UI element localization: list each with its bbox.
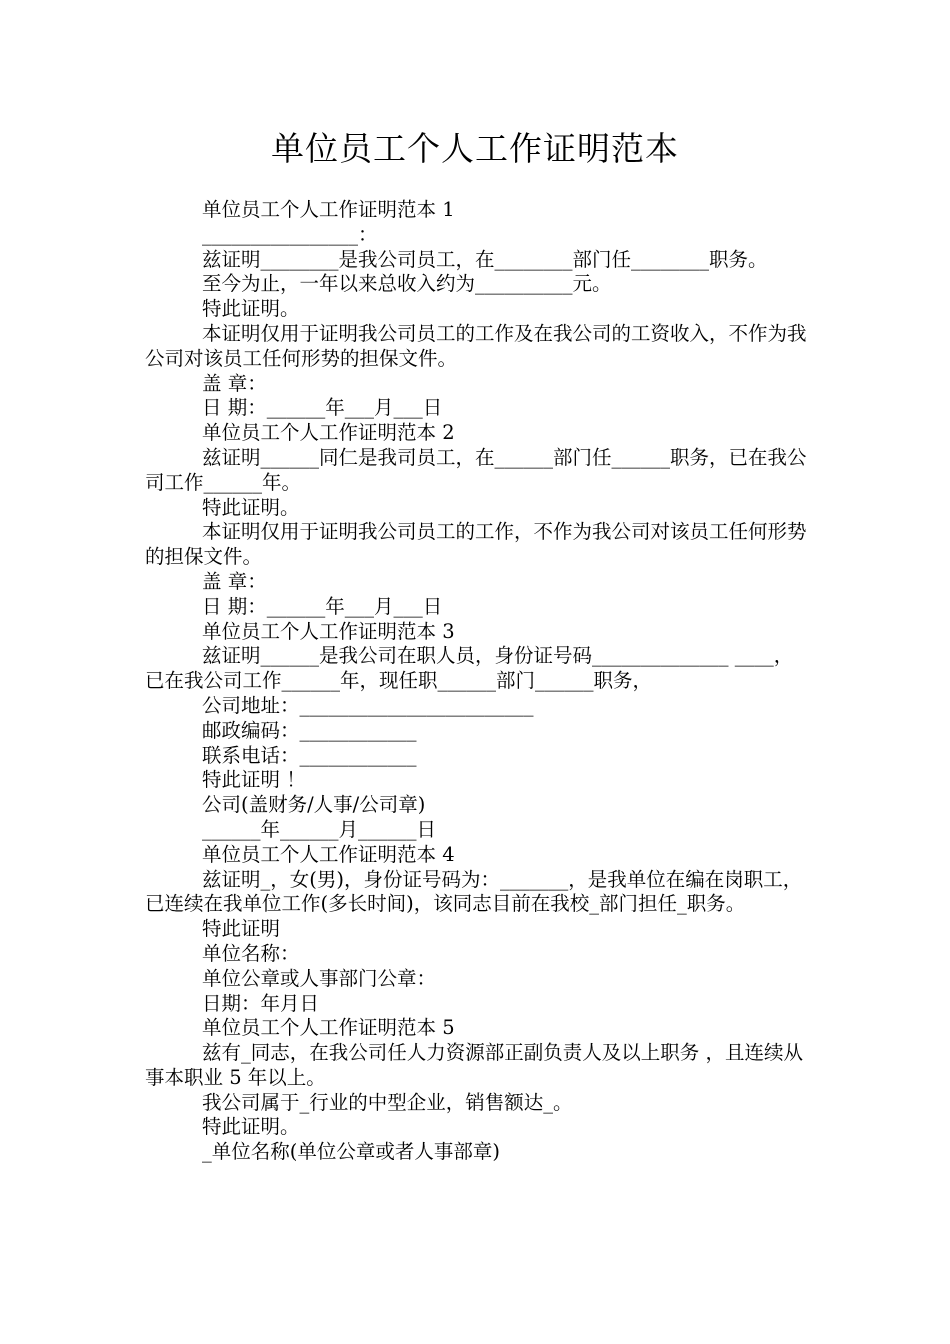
paragraph: 特此证明 ！ — [202, 768, 306, 792]
paragraph: ________________： — [202, 222, 378, 246]
paragraph: 单位员工个人工作证明范本 1 — [202, 198, 455, 221]
paragraph: 特此证明。 — [202, 1115, 300, 1139]
paragraph: 日 期：______年___月___日 — [202, 396, 443, 420]
document-body — [145, 198, 810, 1165]
paragraph: 至今为止，一年以来总收入约为__________元。 — [202, 272, 612, 296]
paragraph: 邮政编码：____________ — [202, 718, 417, 742]
paragraph: 本证明仅用于证明我公司员工的工作及在我公司的工资收入，不作为我公司对该员工任何形势的担保文件。 — [145, 321, 807, 370]
paragraph: 单位员工个人工作证明范本 4 — [202, 842, 455, 866]
document-title: 单位员工个人工作证明范本 — [271, 129, 679, 168]
paragraph: 我公司属于_行业的中型企业，销售额达_。 — [202, 1090, 573, 1114]
paragraph: 盖 章： — [202, 569, 267, 593]
paragraph: ______年______月______日 — [202, 817, 437, 841]
paragraph: 本证明仅用于证明我公司员工的工作，不作为我公司对该员工任何形势的担保文件。 — [145, 520, 807, 569]
paragraph: _单位名称(单位公章或者人事部章) — [202, 1140, 500, 1164]
paragraph: 公司(盖财务/人事/公司章) — [202, 793, 426, 817]
paragraph: 单位名称： — [202, 941, 300, 965]
paragraph: 单位公章或人事部门公章： — [202, 966, 437, 990]
paragraph: 兹有_同志，在我公司任人力资源部正副负责人及以上职务 ，且连续从事本职业 5 年以上。 — [145, 1041, 803, 1089]
paragraph: 日 期：______年___月___日 — [202, 594, 443, 618]
paragraph: 兹证明______同仁是我司员工，在______部门任______职务，已在我公司工作______年。 — [145, 445, 807, 494]
paragraph: 兹证明______是我公司在职人员，身份证号码______________ ____，已在我公司工作______年，现任职______部门______职务， — [145, 644, 794, 693]
paragraph: 特此证明。 — [202, 495, 300, 519]
paragraph: 兹证明_，女(男)，身份证号码为：_______，是我单位在编在岗职工，已连续在我单位工作(多长时间)，该同志目前在我校_部门担任_职务。 — [145, 867, 803, 916]
paragraph: 日期：年月日 — [202, 991, 320, 1015]
paragraph: 特此证明 — [202, 917, 281, 941]
paragraph: 盖 章： — [202, 371, 267, 395]
paragraph: 特此证明。 — [202, 297, 300, 321]
paragraph: 单位员工个人工作证明范本 5 — [202, 1016, 455, 1040]
paragraph: 单位员工个人工作证明范本 2 — [202, 421, 455, 445]
paragraph: 兹证明________是我公司员工，在________部门任________职务。 — [202, 247, 768, 271]
paragraph: 单位员工个人工作证明范本 3 — [202, 619, 455, 643]
paragraph: 联系电话：____________ — [202, 743, 417, 767]
paragraph: 公司地址：________________________ — [202, 693, 534, 717]
